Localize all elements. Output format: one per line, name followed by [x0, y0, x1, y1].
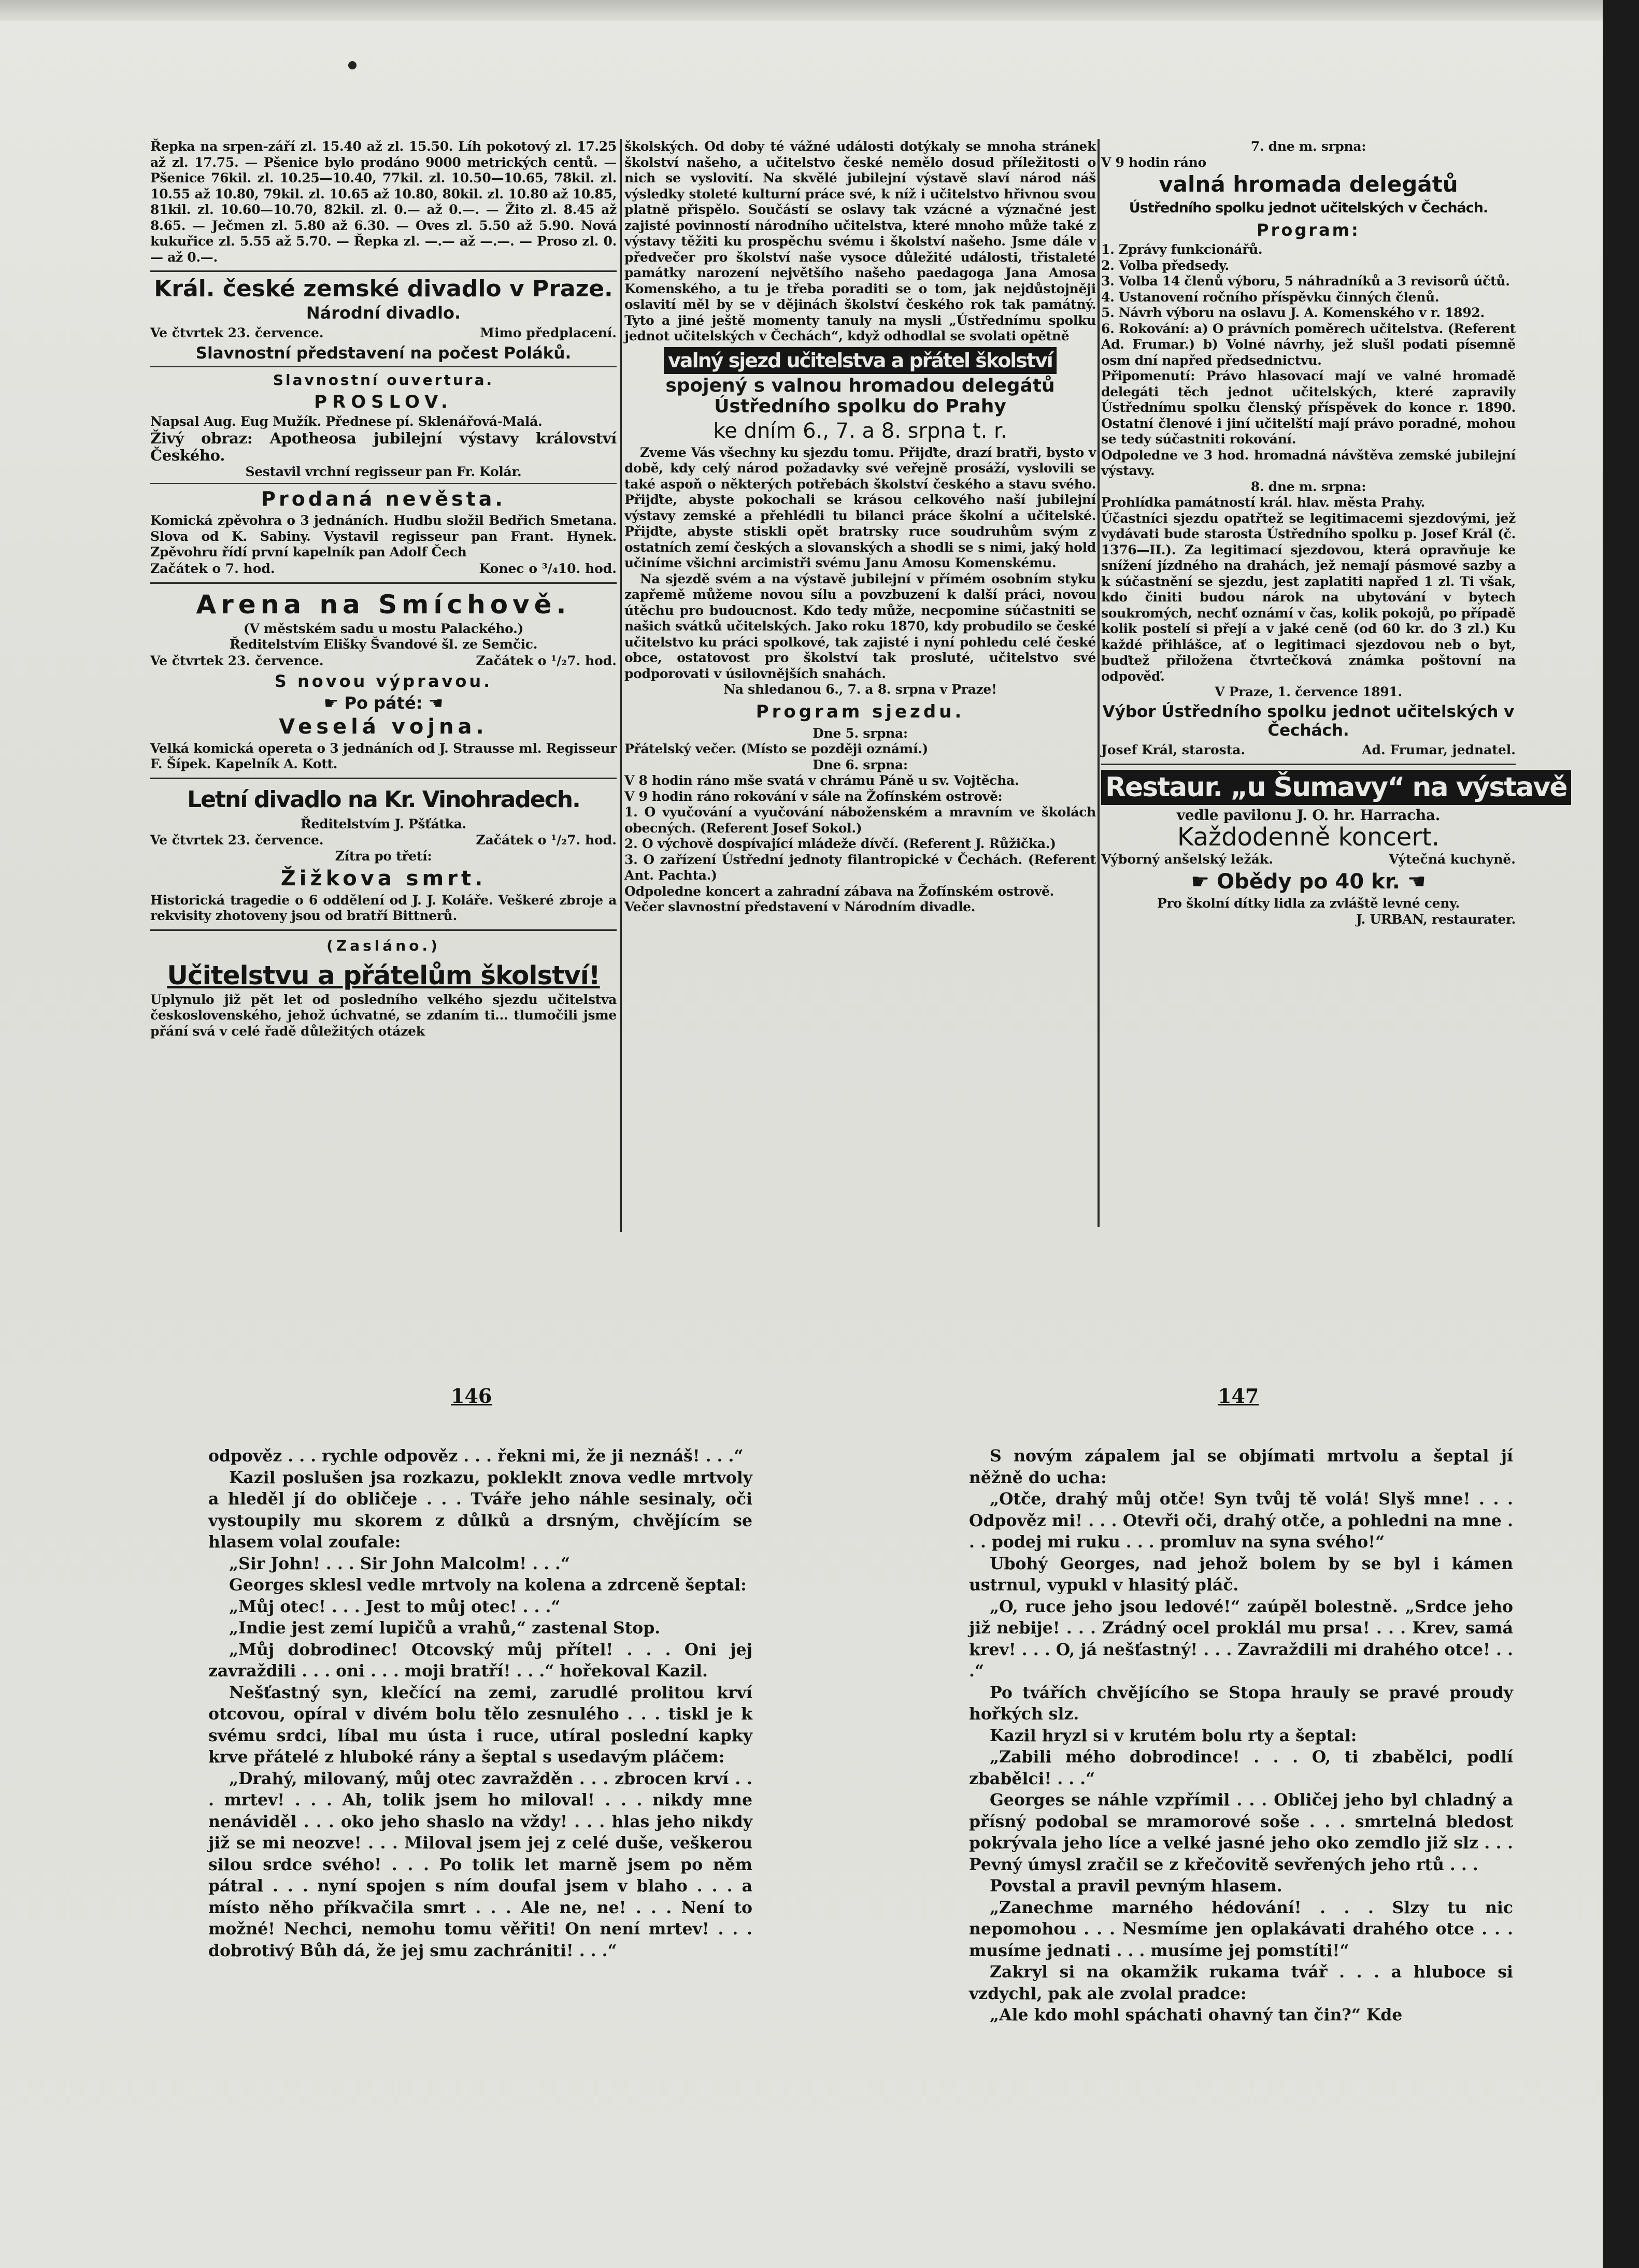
assembly-item: 4. Ustanovení ročního příspěvku činných členů. [1101, 289, 1440, 305]
pointing-hand-icon: ☛ [1191, 870, 1217, 894]
divider [150, 778, 617, 779]
theatre-title: Král. české zemské divadlo v Praze. [154, 276, 613, 302]
paragraph: S novým zápalem jal se objímati mrtvolu a šeptal jí něžně do ucha: [969, 1446, 1513, 1487]
assembly-item: 3. Volba 14 členů výboru, 5 náhradníků a 3 revisorů účtů. [1101, 274, 1510, 289]
pointing-hand-icon: ☚ [422, 693, 444, 713]
arena-play: Veselá vojna. [279, 714, 488, 739]
zaslano-text: Uplynulo již pět let od posledního velkého sjezdu učitelstva československého, jehož úchvatné, se zdaním ti... tlumočili jsme přání svá v celé řadě důležitých otázek [150, 992, 617, 1039]
divider [150, 483, 617, 484]
sjezd-banner [624, 349, 1096, 372]
paragraph: Nešťastný syn, klečící na zemi, zarudlé prolitou krví otcovou, opíral v divém bolu tělo zesnulého . . . tiskl je k svému srdci, líbal mu ústa i ruce, utíral poslední kapky krve přátelé z hluboké rány a šeptal s usedavým pláčem: [208, 1683, 752, 1767]
arena-new: S novou výpravou. [274, 671, 493, 691]
market-report: Řepka na srpen-září zl. 15.40 až zl. 15.50. Líh pokotový zl. 17.25 až zl. 17.75. — Pšenice bylo prodáno 9000 metrických centů. — Pšenice 76kil. zl. 10.25—10.40, 77kil. zl. 10.50—10.65, 78kil. zl. 10.55 až 10.80, 79kil. zl. 10.65 až 10.80, 80kil. zl. 10.80 až 10.85, 81kil. zl. 10.60—10.70, 82kil. zl. 0.— až 0.—. — Žito zl. 8.45 až 8.65. — Ječmen zl. 5.80 až 6.30. — Oves zl. 5.50 až 5.90. Nová kukuřice zl. 5.55 až 5.70. — Řepka zl. —.— až —.—. — Proso zl. 0.— až 0.—. [150, 139, 617, 265]
theatre-times [150, 561, 617, 577]
program-heading: Program sjezdu. [756, 701, 965, 722]
sign-date: V Praze, 1. července 1891. [1215, 684, 1402, 699]
program-item: 2. O výchově dospívající mládeže dívčí. (Referent J. Růžička.) [624, 836, 1056, 851]
restaurant-ad-left: Výborný anšelský ležák. [1101, 852, 1273, 867]
day7: 7. dne m. srpna: [1250, 139, 1366, 154]
sjezd-intro: školských. Od doby té vážné události dotýkaly se mnoha stránek školství našeho, a učitelstvo české nemělo dosud příležitosti o nich se vyslovití. Na skvělé jubilejní výstavě slaví národ náš výsledky stoleté kulturní práce své, k níž i učitelstvo hřivnou svou platně přispělo. Součástí se oslavy tak vzácné a význačné jest zajisté povinností národního učitelstva, které mnoho může také z výstavy těžiti ku prospěchu svému i školství našeho. Jsme dále v předvečer pro školství naše vysoce důležité události, třistaleté památky narození největšího našeho paedagoga Jana Amosa Komenského, a tu je třeba poraditi se o tom, jak nejdůstojněji oslavití měl by se v dějinách školství českého rok tak památný. Tyto a jiné ještě momenty tanuly na mysli „Ústřednímu spolku jednot učitelských v Čechách“, když odhodlal se svolati opětně [624, 139, 1096, 343]
sign-committee: Výbor Ústředního spolku jednot učitelských v Čechách. [1102, 702, 1515, 740]
column-rule [1098, 139, 1100, 1227]
paragraph: Georges se náhle vzpřímil . . . Obličej jeho byl chladný a přísný podobal se mramorové soše . . . smrtelná bledost pokrývala jeho líce a velké jasné jeho oko zemdlo již slz . . . Pevný úmysl zračil se z křečovitě sevřených jeho rtů . . . [969, 1790, 1513, 1874]
restaurant-ad-note: Pro školní dítky lidla za zvláště levné ceny. [1157, 896, 1460, 911]
divider [150, 582, 617, 584]
signatures [1101, 742, 1516, 758]
theatre-subtitle: Národní divadlo. [306, 303, 461, 323]
theatre-date: Ve čtvrtek 23. července. [150, 325, 324, 340]
day6-mass: V 8 hodin ráno mše svatá v chrámu Páně u sv. Vojtěcha. [624, 773, 1019, 788]
restaurant-ad-title-text: Restaur. „u Šumavy“ na výstavě [1101, 770, 1571, 805]
theatre-date-row [150, 325, 617, 341]
vinohrady-title: Letní divadlo na Kr. Vinohradech. [187, 786, 580, 813]
prolog: PROSLOV. [314, 392, 453, 412]
program-item: 3. O zařízení Ústřední jednoty filantropické v Čechách. (Referent Ant. Pachta.) [624, 852, 1096, 883]
paragraph: „Můj otec! . . . Jest to můj otec! . . .“ [229, 1597, 561, 1616]
sjezd-invite: Zveme Vás všechny ku sjezdu tomu. Přijďte, drazí bratři, bysto v době, kdy celý národ požadavky své veřejně prosáží, vyslovili se také aspoň o některých potřebách školství českého a stavu svého. Přijďte, abyste pokochali se krásou celkového naší jubilejní výstavy zemské a přehlédli tu bilanci práce školní a učitelské. Přijďte, abyste stiskli opět bratrsky ruce soudruhům svým z ostatních zemí českých a slovanských a shodli se s nimi, jaký hold učiníme všichni arcimistři svému Janu Amosu Komenskému. [624, 444, 1096, 570]
theatre-event: Slavnostní představení na počest Poláků. [195, 344, 572, 363]
theatre-start: Začátek o 7. hod. [150, 561, 275, 576]
day6: Dne 6. srpna: [813, 757, 908, 772]
vinohrady-play: Žižkova smrt. [280, 866, 487, 891]
zaslano-label: (Zasláno.) [326, 937, 440, 954]
assembly-item: 1. Zprávy funkcionářů. [1101, 242, 1263, 257]
vinohrady-start: Začátek o ¹/₂7. hod. [476, 832, 617, 848]
divider [150, 366, 617, 367]
prolog-note: Napsal Aug. Eug Mužík. Přednese pí. Sklenářová-Malá. [150, 414, 543, 429]
paragraph: „Můj dobrodinec! Otcovský můj přítel! . . . Oni jej zavraždili . . . oni . . . moji bratří! . . .“ hořekoval Kazil. [208, 1640, 752, 1681]
vinohrady-date-row [150, 832, 617, 849]
program-item: Odpoledne koncert a zahradní zábava na Žofínském ostrově. [624, 883, 1054, 899]
day7-time: V 9 hodin ráno [1101, 154, 1206, 170]
pointing-hand-icon: ☚ [1400, 870, 1426, 894]
opera-note: Komická zpěvohra o 3 jednáních. Hudbu složil Bedřich Smetana. Slova od K. Sabiny. Vystavil regisseur pan Frant. Hynek. Zpěvohru řídí první kapelník pan Adolf Čech [150, 513, 617, 559]
sjezd-banner-text: valný sjezd učitelstva a přátel školství [664, 347, 1057, 374]
arena-play-note: Velká komická opereta o 3 jednáních od J. Strausse ml. Regisseur F. Šípek. Kapelník A. Kott. [150, 740, 617, 771]
paragraph: Po tvářích chvějícího se Stopa hrauly se pravé proudy hořkých slz. [969, 1683, 1513, 1724]
arena-fifth [150, 693, 617, 713]
legitimation-note: Účastníci sjezdu opatřtež se legitimacemi sjezdovými, jež vydávati bude starosta Ústředního spolku p. Josef Král (č. 1376—II.). Za legitimací sjezdovou, která opravňuje ke snížení jízdného na drahách, jež nemají pásmové sazby a k súčastnění se sjezdu, jest zaplatiti napřed 1 zl. Ti však, kdo činiti budou nárok na ubytování v bytech soukromých, nechť oznámí v čas, kolik pokojů, po případě kolik postelí si přejí a v jaké ceně (od 60 kr. do 3 zl.) Ku každé přihlášce, ať o legitimaci sjezdovou neb o byt, buďtež přiložena čtvrtečková známka poštovní na odpověď. [1101, 510, 1516, 684]
program-item: Večer slavnostní představení v Národním divadle. [624, 899, 976, 914]
restaurant-ad-owner: J. URBAN, restaurater. [1356, 911, 1516, 927]
scan-edge [1603, 0, 1639, 2268]
day8: 8. dne m. srpna: [1250, 479, 1366, 494]
paragraph: Kazil hryzl si v krutém bolu rty a šeptal: [990, 1726, 1357, 1745]
day8-text: Prohlídka památností král. hlav. města Prahy. [1101, 495, 1426, 510]
page-number-right: 147 [1218, 1384, 1259, 1408]
vinohrady-again: Zítra po třetí: [335, 849, 432, 864]
restaurant-ad-title [1101, 770, 1567, 805]
opera-title: Prodaná nevěsta. [261, 487, 506, 510]
sjezd-dates: ke dním 6., 7. a 8. srpna t. r. [713, 419, 1007, 443]
paragraph: Ubohý Georges, nad jehož bolem by se byl i kámen ustrnul, vypukl v hlasitý pláč. [969, 1554, 1513, 1595]
overture: Slavnostní ouvertura. [273, 371, 494, 389]
restaurant-ad-right: Výtečná kuchyně. [1389, 852, 1516, 867]
arena-director: Ředitelstvím Elišky Švandové šl. ze Semčic. [229, 637, 538, 652]
arena-fifth-label: Po páté: [344, 693, 423, 713]
book-page-left [208, 1445, 752, 1961]
paragraph: „Ale kdo mohl spáchati ohavný tan čin?“ Kde [990, 2005, 1403, 2025]
arena-title: Arena na Smíchově. [196, 589, 571, 620]
paragraph: Georges sklesl vedle mrtvoly na kolena a zdrceně šeptal: [229, 1575, 747, 1595]
top-shadow [0, 0, 1603, 21]
vinohrady-play-note: Historická tragedie o 6 oddělení od J. J. Koláře. Veškeré zbroje a rekvisity zhotoveny jsou od bratří Bittnerů. [150, 892, 617, 923]
sjezd-subheading: spojený s valnou hromadou delegátů Ústředního spolku do Prahy [665, 375, 1055, 417]
program-item: 1. O vyučování a vyučování náboženském a mravním ve školách obecných. (Referent Josef Sokol.) [624, 805, 1096, 836]
restaurant-ad-concert: Každodenně koncert. [1177, 823, 1440, 852]
restaurant-ad-sub: vedle pavilonu J. O. hr. Harracha. [1176, 806, 1441, 824]
arena-start: Začátek o ¹/₂7. hod. [476, 653, 617, 668]
paragraph: Zakryl si na okamžik rukama tvář . . . a hluboce si vzdychl, pak ale zvolal pradce: [969, 1962, 1513, 2003]
newspaper-page [150, 139, 1567, 1237]
visit-note: Odpoledne ve 3 hod. hromadná návštěva zemské jubilejní výstavy. [1101, 447, 1516, 478]
paragraph: Kazil poslušen jsa rozkazu, pokleklt znova vedle mrtvoly a hleděl jí do obličeje . . . Tváře jeho náhle sesinaly, oči vystoupily mu skorem z důlků a drsným, chvějícím se hlasem volal zoufale: [208, 1468, 752, 1552]
restaurant-ad-dinner [1101, 870, 1516, 894]
book-page-right [969, 1445, 1513, 2026]
column-left [150, 139, 617, 1237]
assembly-subheading: Ústředního spolku jednot učitelských v Čechách. [1129, 200, 1488, 216]
paragraph: Povstal a pravil pevným hlasem. [990, 1876, 1282, 1896]
assembly-heading: valná hromada delegátů [1159, 171, 1458, 197]
signature-left [1101, 742, 1245, 758]
vinohrady-date: Ve čtvrtek 23. července. [150, 832, 324, 848]
assembly-item: 6. Rokování: a) O právních poměrech učitelstva. (Referent Ad. Frumar.) b) Volné návrhy, jež slušl podati písemně osm dní napřed předsednictvu. [1101, 321, 1516, 368]
signer-role: starosta. [1181, 742, 1246, 757]
arena-date: Ve čtvrtek 23. července. [150, 653, 324, 668]
assembly-item: 2. Volba předsedy. [1101, 257, 1229, 273]
column-rule [620, 139, 622, 1232]
theatre-end: Konec o ³/₄10. hod. [479, 561, 617, 576]
restaurant-ad-dinner-label: Obědy po 40 kr. [1217, 870, 1400, 894]
signer-role: jednatel. [1452, 742, 1516, 757]
signature-right [1362, 742, 1516, 758]
column-middle [624, 139, 1096, 1227]
assembly-program: Program: [1257, 220, 1360, 240]
paragraph: odpověz . . . rychle odpověz . . . řekni mi, že ji neznáš! . . .“ [208, 1446, 744, 1466]
vinohrady-director: Ředitelstvím J. Pšťátka. [301, 816, 466, 831]
tableau-note: Sestavil vrchní regisseur pan Fr. Kolár. [245, 464, 522, 479]
paragraph: „Zanechme marného hédování! . . . Slzy tu nic nepomohou . . . Nesmíme jen oplakávati drahého otce . . . musíme jednati . . . musíme jej pomstíti!“ [969, 1898, 1513, 1960]
day6-session: V 9 hodin ráno rokování v sále na Žofínském ostrově: [624, 788, 1003, 804]
sjezd-appeal: Na sjezdě svém a na výstavě jubilejní v přímém osobním styku zapřemě můžeme novou sílu a povzbuzení k další práci, novou útěchu pro budoucnost. Kdo tedy může, necpomine súčastniti se našich svátků učitelských. Jako roku 1870, kdy probudilo se české učitelstvo ku práci spolkové, tak zajisté i nyní pohledu celé české obce, ostatovost pro školství tak prosluté, učitelstvo své podporovati v úsilovnějších snahách. [624, 571, 1096, 681]
divider [150, 270, 617, 272]
ink-dot [348, 61, 357, 69]
divider [1101, 764, 1516, 765]
sjezd-farewell: Na shledanou 6., 7. a 8. srpna v Praze! [723, 682, 997, 697]
restaurant-ad-row [1101, 851, 1516, 868]
paragraph: „Drahý, milovaný, můj otec zavražděn . . . zbrocen krví . . . mrtev! . . . Ah, tolik jsem ho miloval! . . . nikdy mne nenáviděl . . . oko jeho shaslo na vždy! . . . hlas jeho nikdy již se mi neozve! . . . Miloval jsem jej z celé duše, veškerou silou srdce svého! . . . Po tolik let marně jsem po něm pátral . . . nyní spojen s ním doufal jsem v blaho . . . a místo něho příkvačila smrt . . . Ale ne, ne! . . . Není to možné! Nechci, nemohu tomu věřiti! On není mrtev! . . . dobrotivý Bůh dá, že jej smu zachrániti! . . .“ [208, 1769, 752, 1960]
signer-name: Josef Král, [1101, 742, 1178, 757]
paragraph: „Zabili mého dobrodince! . . . O, ti zbabělci, podlí zbabělci! . . .“ [969, 1747, 1513, 1788]
paragraph: „Otče, drahý můj otče! Syn tvůj tě volá! Slyš mne! . . . Odpověz mi! . . . Otevři oči, drahý otče, a pohledni na mne . . . podej mi ruku . . . promluv na syna svého!“ [969, 1489, 1513, 1552]
pointing-hand-icon: ☛ [323, 693, 345, 713]
divider [150, 929, 617, 931]
paragraph: „Sir John! . . . Sir John Malcolm! . . .“ [229, 1554, 571, 1573]
signer-name: Ad. Frumar, [1362, 742, 1448, 757]
day5: Dne 5. srpna: [813, 725, 908, 741]
arena-sub: (V městském sadu u mostu Palackého.) [243, 621, 524, 636]
column-right [1101, 139, 1567, 1216]
arena-date-row [150, 653, 617, 669]
day5-text: Přátelský večer. (Místo se později oznámí.) [624, 741, 929, 756]
voting-note: Připomenutí: Právo hlasovací mají ve valné hromadě delegáti těch jednot učitelských, které zapravily Ústřednímu spolku členský příspěvek do konce r. 1890. Ostatní členové i jiní učitelští mají právo poradné, mohou se tedy súčastniti rokování. [1101, 368, 1516, 447]
tableau: Živý obraz: Apotheosa jubilejní výstavy království Českého. [150, 429, 617, 464]
zaslano-title: Učitelstvu a přátelům školství! [167, 960, 600, 991]
assembly-item: 5. Návrh výboru na oslavu J. A. Komenského v r. 1892. [1101, 305, 1485, 320]
page-number-left: 146 [451, 1384, 492, 1408]
paragraph: „O, ruce jeho jsou ledové!“ zaúpěl bolestně. „Srdce jeho již nebije! . . . Zrádný ocel proklál mu prsa! . . . Krev, samá krev! . . . O, já nešťastný! . . . Zavraždili mi drahého otce! . . .“ [969, 1597, 1513, 1681]
paragraph: „Indie jest zemí lupičů a vrahů,“ zastenal Stop. [229, 1618, 661, 1638]
theatre-note: Mimo předplacení. [480, 325, 617, 340]
